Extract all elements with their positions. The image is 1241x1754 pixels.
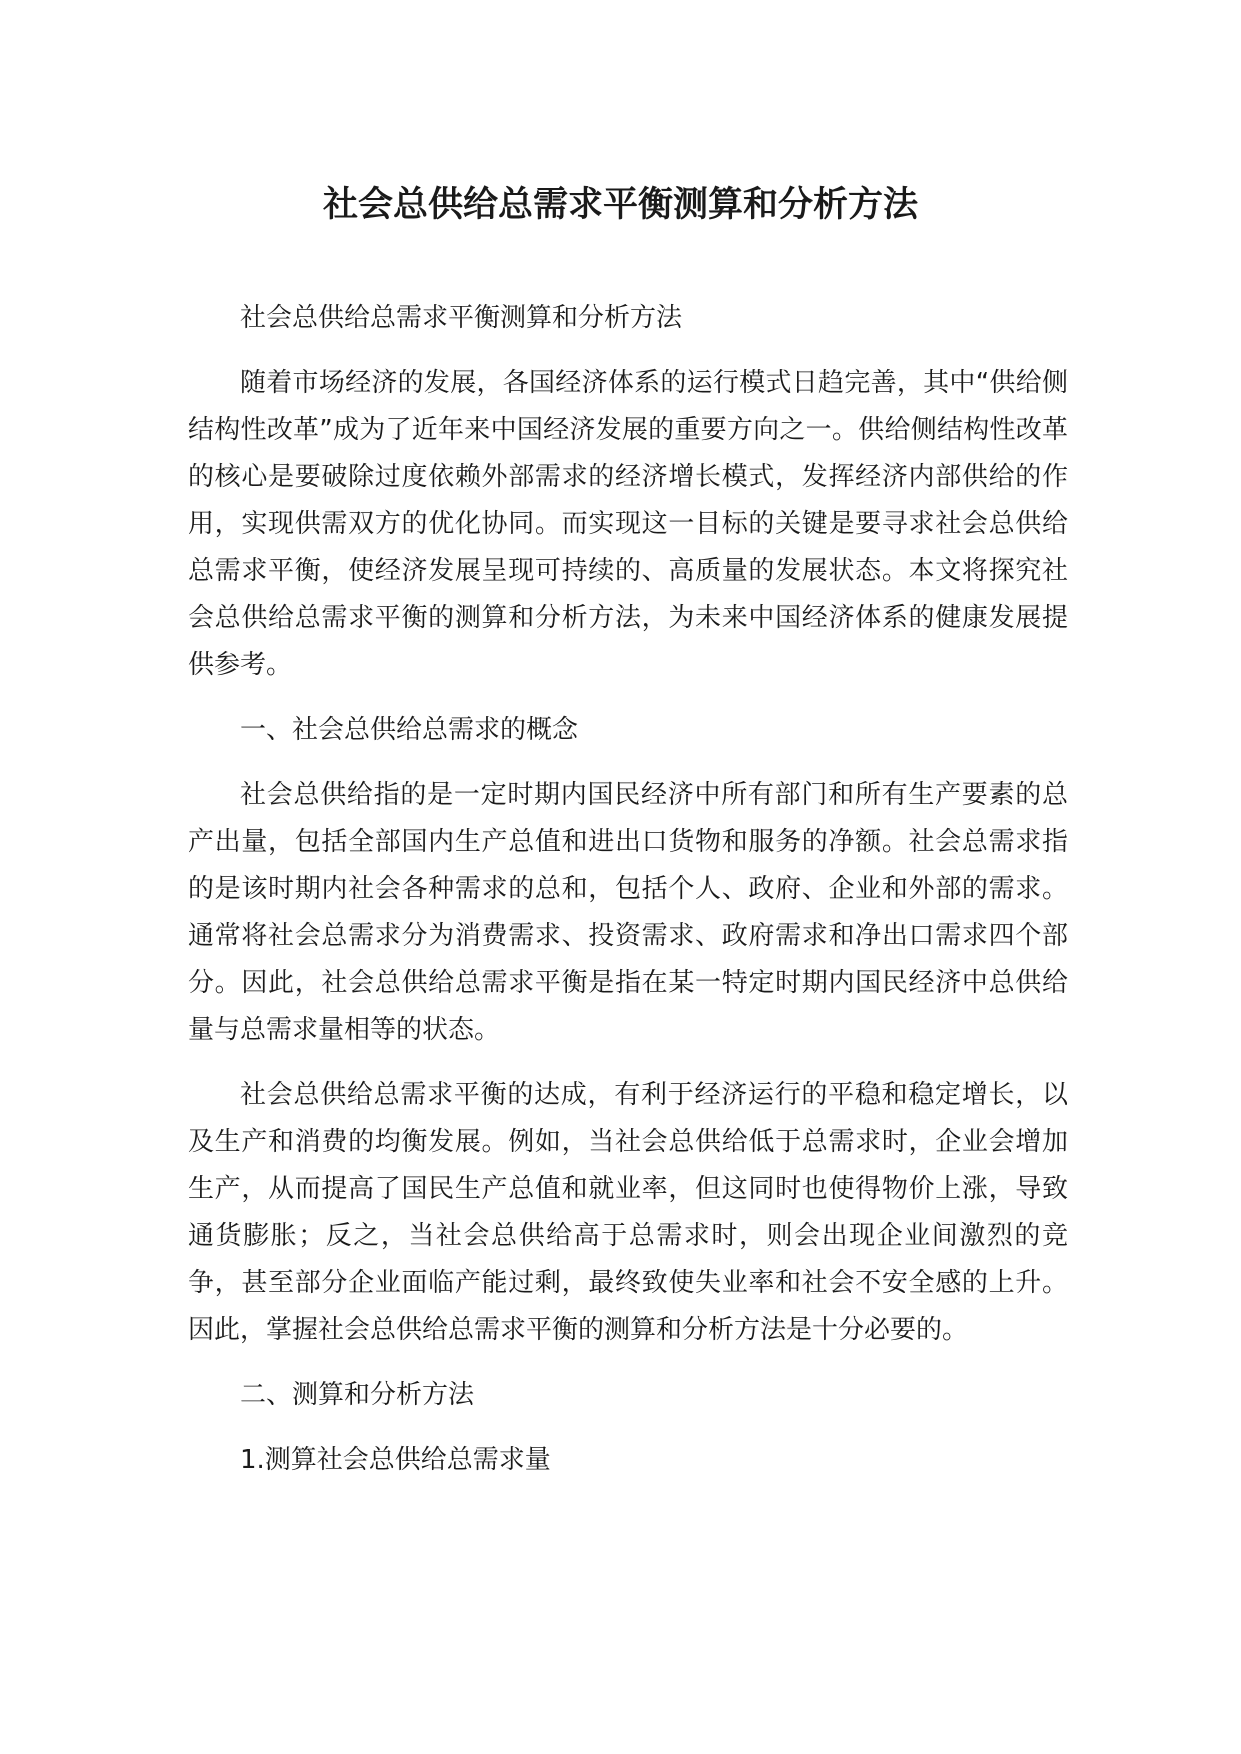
document-title: 社会总供给总需求平衡测算和分析方法 [322,185,918,225]
document-body [188,295,1068,1502]
section-heading-1: 一、社会总供给总需求的概念 [240,715,579,745]
balance-paragraph: 社会总供给总需求平衡的达成，有利于经济运行的平稳和稳定增长，以及生产和消费的均衡发展。例如，当社会总供给低于总需求时，企业会增加生产，从而提高了国民生产总值和就业率，但这同时也使得物价上涨，导致通货膨胀；反之，当社会总供给高于总需求时，则会出现企业间激烈的竞争，甚至部分企业面临产能过剩，最终致使失业率和社会不安全感的上升。因此，掌握社会总供给总需求平衡的测算和分析方法是十分必要的。 [188,1080,1068,1345]
section-heading-2: 二、测算和分析方法 [240,1380,475,1410]
subtitle-paragraph: 社会总供给总需求平衡测算和分析方法 [240,303,683,333]
concept-paragraph: 社会总供给指的是一定时期内国民经济中所有部门和所有生产要素的总产出量，包括全部国内生产总值和进出口货物和服务的净额。社会总需求指的是该时期内社会各种需求的总和，包括个人、政府、企业和外部的需求。通常将社会总需求分为消费需求、投资需求、政府需求和净出口需求四个部分。因此，社会总供给总需求平衡是指在某一特定时期内国民经济中总供给量与总需求量相等的状态。 [188,780,1068,1045]
intro-paragraph: 随着市场经济的发展，各国经济体系的运行模式日趋完善，其中“供给侧结构性改革”成为了近年来中国经济发展的重要方向之一。供给侧结构性改革的核心是要破除过度依赖外部需求的经济增长模式，发挥经济内部供给的作用，实现供需双方的优化协同。而实现这一目标的关键是要寻求社会总供给总需求平衡，使经济发展呈现可持续的、高质量的发展状态。本文将探究社会总供给总需求平衡的测算和分析方法，为未来中国经济体系的健康发展提供参考。 [188,368,1068,680]
subsection-heading-1: 1.测算社会总供给总需求量 [240,1445,551,1475]
